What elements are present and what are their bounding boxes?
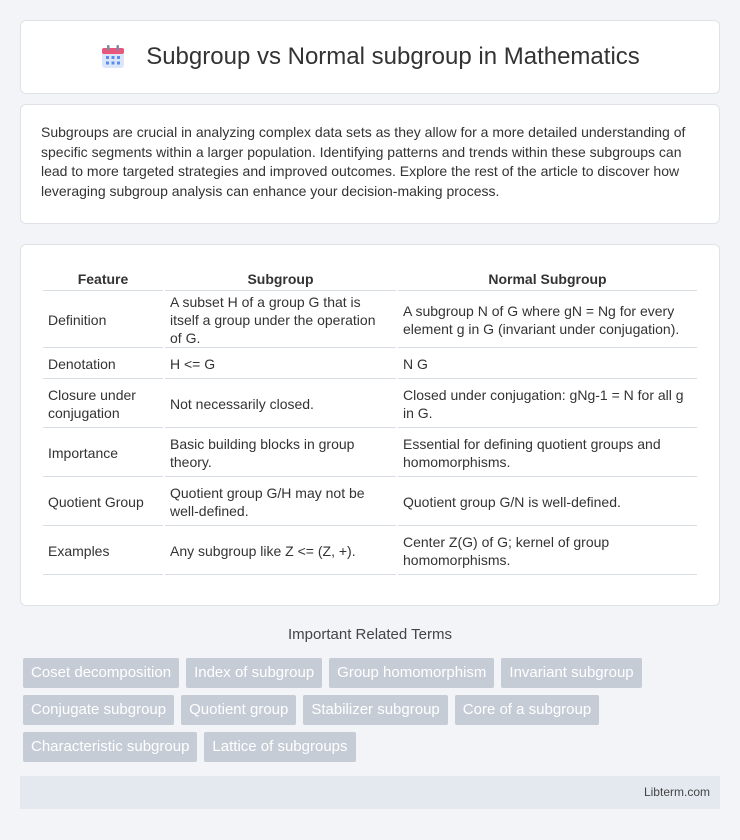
- page-title: Subgroup vs Normal subgroup in Mathematics: [146, 43, 640, 70]
- table-cell-normal-subgroup: Quotient group G/N is well-defined.: [398, 479, 697, 526]
- calendar-icon: [100, 44, 126, 70]
- table-cell-feature: Examples: [43, 528, 163, 575]
- comparison-table-card: [20, 244, 720, 606]
- table-row: [43, 479, 697, 526]
- table-cell-feature: Closure under conjugation: [43, 381, 163, 428]
- table-row: [43, 350, 697, 379]
- comparison-table: [41, 261, 699, 577]
- header-feature: Feature: [43, 263, 163, 291]
- footer-site-link[interactable]: Libterm.com: [643, 785, 710, 799]
- table-cell-feature: Quotient Group: [43, 479, 163, 526]
- table-cell-normal-subgroup: N G: [398, 350, 697, 379]
- related-terms-list: [23, 658, 723, 762]
- table-cell-subgroup: Quotient group G/H may not be well-defined.: [165, 479, 396, 526]
- table-cell-subgroup: Any subgroup like Z <= (Z, +).: [165, 528, 396, 575]
- header-card: [20, 20, 720, 94]
- intro-card: [20, 104, 720, 224]
- term-chip[interactable]: Stabilizer subgroup: [303, 695, 447, 725]
- table-header-row: [43, 263, 697, 291]
- table-cell-normal-subgroup: A subgroup N of G where gN = Ng for every element g in G (invariant under conjugation).: [398, 293, 697, 348]
- term-chip[interactable]: Index of subgroup: [186, 658, 322, 688]
- term-chip[interactable]: Invariant subgroup: [501, 658, 641, 688]
- header-normal-subgroup: Normal Subgroup: [398, 263, 697, 291]
- table-cell-subgroup: Not necessarily closed.: [165, 381, 396, 428]
- table-cell-normal-subgroup: Closed under conjugation: gNg-1 = N for all g in G.: [398, 381, 697, 428]
- footer: [20, 776, 720, 809]
- table-cell-feature: Importance: [43, 430, 163, 477]
- table-row: [43, 430, 697, 477]
- table-row: [43, 528, 697, 575]
- term-chip[interactable]: Coset decomposition: [23, 658, 179, 688]
- table-row: [43, 293, 697, 348]
- table-row: [43, 381, 697, 428]
- intro-paragraph: Subgroups are crucial in analyzing complex data sets as they allow for a more detailed understanding of specific segments within a larger population. Identifying patterns and trends within these subgroups can lead to more targeted strategies and improved outcomes. Explore the rest of the article to discover how leveraging subgroup analysis can enhance your decision-making process.: [41, 124, 686, 199]
- table-cell-feature: Denotation: [43, 350, 163, 379]
- table-cell-normal-subgroup: Center Z(G) of G; kernel of group homomorphisms.: [398, 528, 697, 575]
- related-terms-heading: Important Related Terms: [288, 626, 452, 643]
- table-cell-normal-subgroup: Essential for defining quotient groups and homomorphisms.: [398, 430, 697, 477]
- term-chip[interactable]: Lattice of subgroups: [204, 732, 355, 762]
- table-cell-feature: Definition: [43, 293, 163, 348]
- header-subgroup: Subgroup: [165, 263, 396, 291]
- table-cell-subgroup: Basic building blocks in group theory.: [165, 430, 396, 477]
- term-chip[interactable]: Characteristic subgroup: [23, 732, 197, 762]
- table-cell-subgroup: H <= G: [165, 350, 396, 379]
- term-chip[interactable]: Core of a subgroup: [455, 695, 599, 725]
- term-chip[interactable]: Quotient group: [181, 695, 296, 725]
- term-chip[interactable]: Conjugate subgroup: [23, 695, 174, 725]
- term-chip[interactable]: Group homomorphism: [329, 658, 494, 688]
- table-cell-subgroup: A subset H of a group G that is itself a group under the operation of G.: [165, 293, 396, 348]
